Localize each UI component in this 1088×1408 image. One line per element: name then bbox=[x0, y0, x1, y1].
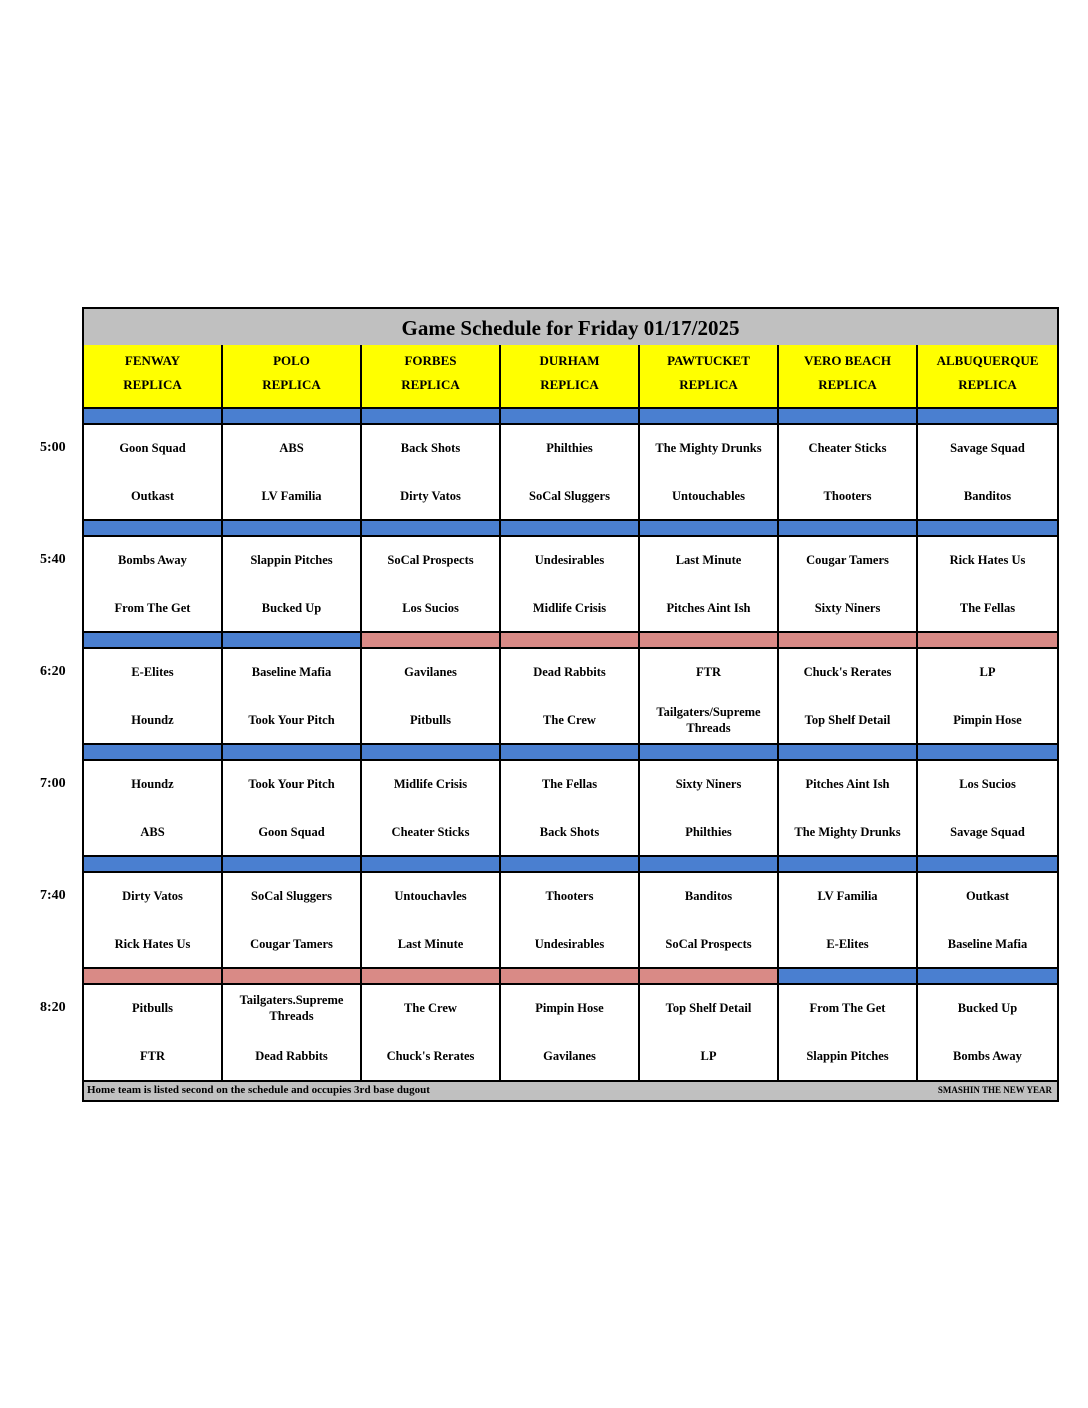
footer-note: Home team is listed second on the schedule and occupies 3rd base dugout bbox=[87, 1084, 430, 1096]
footer-bar bbox=[84, 1080, 1057, 1100]
game-cell bbox=[640, 761, 779, 857]
game-cell bbox=[84, 425, 223, 521]
field-name: FORBES bbox=[404, 353, 457, 368]
away-team: Houndz bbox=[131, 777, 174, 791]
separator-band bbox=[84, 521, 223, 537]
home-team: Philthies bbox=[685, 825, 732, 839]
field-name: VERO BEACH bbox=[803, 353, 892, 368]
separator-band bbox=[918, 969, 1057, 985]
field-header bbox=[501, 345, 640, 409]
field-header bbox=[223, 345, 362, 409]
game-cell bbox=[362, 985, 501, 1081]
away-team: SoCal Sluggers bbox=[251, 889, 332, 903]
game-cell bbox=[501, 873, 640, 969]
home-team: Tailgaters/Supreme Threads bbox=[656, 705, 761, 735]
away-team: ABS bbox=[279, 441, 304, 455]
schedule-title: Game Schedule for Friday 01/17/2025 bbox=[84, 309, 1057, 347]
away-team: Bombs Away bbox=[118, 553, 187, 567]
field-name: POLO bbox=[273, 353, 310, 368]
separator-band bbox=[918, 745, 1057, 761]
away-team: Last Minute bbox=[675, 553, 742, 567]
game-cell bbox=[779, 649, 918, 745]
away-team: Rick Hates Us bbox=[949, 553, 1026, 567]
home-team: Top Shelf Detail bbox=[804, 713, 891, 727]
game-cell bbox=[918, 425, 1057, 521]
away-team: Dead Rabbits bbox=[533, 665, 606, 679]
home-team: Pitbulls bbox=[410, 713, 451, 727]
home-team: LP bbox=[700, 1049, 717, 1063]
away-team: Los Sucios bbox=[959, 777, 1016, 791]
game-cell bbox=[918, 537, 1057, 633]
away-team: Goon Squad bbox=[119, 441, 186, 455]
away-team: FTR bbox=[696, 665, 721, 679]
home-team: LV Familia bbox=[261, 489, 322, 503]
time-slot-label: 6:20 bbox=[40, 664, 66, 679]
game-cell bbox=[362, 873, 501, 969]
home-team: Last Minute bbox=[397, 937, 464, 951]
separator-band bbox=[779, 633, 918, 649]
field-subtitle: REPLICA bbox=[818, 377, 877, 392]
game-cell bbox=[779, 537, 918, 633]
game-cell bbox=[640, 985, 779, 1081]
time-slot-label: 7:00 bbox=[40, 776, 66, 791]
home-team: Outkast bbox=[130, 489, 175, 503]
separator-band bbox=[918, 633, 1057, 649]
home-team: FTR bbox=[140, 1049, 165, 1063]
home-team: Sixty Niners bbox=[814, 601, 881, 615]
separator-band bbox=[918, 521, 1057, 537]
separator-band bbox=[918, 409, 1057, 425]
separator-band bbox=[640, 745, 779, 761]
home-team: Dirty Vatos bbox=[400, 489, 461, 503]
separator-band bbox=[362, 633, 501, 649]
game-cell bbox=[501, 761, 640, 857]
separator-band bbox=[223, 969, 362, 985]
away-team: Philthies bbox=[546, 441, 593, 455]
home-team: The Mighty Drunks bbox=[794, 825, 901, 839]
away-team: Baseline Mafia bbox=[251, 665, 332, 679]
game-cell bbox=[84, 761, 223, 857]
away-team: Cheater Sticks bbox=[808, 441, 887, 455]
game-cell bbox=[362, 649, 501, 745]
game-cell bbox=[223, 985, 362, 1081]
home-team: Rick Hates Us bbox=[114, 937, 191, 951]
game-cell bbox=[918, 985, 1057, 1081]
away-team: Pitbulls bbox=[132, 1001, 173, 1015]
separator-band bbox=[640, 633, 779, 649]
field-header bbox=[779, 345, 918, 409]
separator-band bbox=[84, 633, 223, 649]
game-cell bbox=[501, 985, 640, 1081]
game-cell bbox=[918, 649, 1057, 745]
separator-band bbox=[640, 857, 779, 873]
field-subtitle: REPLICA bbox=[679, 377, 738, 392]
separator-band bbox=[362, 409, 501, 425]
separator-band bbox=[223, 409, 362, 425]
home-team: Cheater Sticks bbox=[391, 825, 470, 839]
home-team: Slappin Pitches bbox=[806, 1049, 889, 1063]
home-team: Chuck's Rerates bbox=[386, 1049, 475, 1063]
game-cell bbox=[223, 761, 362, 857]
separator-band bbox=[362, 857, 501, 873]
game-cell bbox=[918, 873, 1057, 969]
home-team: Undesirables bbox=[534, 937, 605, 951]
home-team: Goon Squad bbox=[258, 825, 325, 839]
game-cell bbox=[501, 537, 640, 633]
away-team: E-Elites bbox=[131, 665, 174, 679]
separator-band bbox=[501, 409, 640, 425]
home-team: Banditos bbox=[963, 489, 1012, 503]
time-slot-label: 5:40 bbox=[40, 552, 66, 567]
separator-band bbox=[84, 409, 223, 425]
time-slot-label: 5:00 bbox=[40, 440, 66, 455]
game-cell bbox=[779, 873, 918, 969]
separator-band bbox=[223, 745, 362, 761]
home-team: Los Sucios bbox=[402, 601, 459, 615]
home-team: Cougar Tamers bbox=[250, 937, 333, 951]
home-team: SoCal Prospects bbox=[665, 937, 752, 951]
separator-band bbox=[640, 409, 779, 425]
home-team: Pitches Aint Ish bbox=[666, 601, 751, 615]
game-cell bbox=[918, 761, 1057, 857]
separator-band bbox=[640, 969, 779, 985]
game-cell bbox=[640, 425, 779, 521]
game-cell bbox=[779, 761, 918, 857]
time-slot-label: 7:40 bbox=[40, 888, 66, 903]
away-team: Slappin Pitches bbox=[250, 553, 333, 567]
home-team: Gavilanes bbox=[543, 1049, 596, 1063]
separator-band bbox=[362, 969, 501, 985]
field-header bbox=[84, 345, 223, 409]
away-team: From The Get bbox=[809, 1001, 886, 1015]
away-team: Thooters bbox=[545, 889, 594, 903]
away-team: Bucked Up bbox=[957, 1001, 1018, 1015]
separator-band bbox=[779, 745, 918, 761]
field-header bbox=[640, 345, 779, 409]
away-team: Took Your Pitch bbox=[248, 777, 335, 791]
away-team: Undesirables bbox=[534, 553, 605, 567]
separator-band bbox=[501, 521, 640, 537]
away-team: Sixty Niners bbox=[675, 777, 742, 791]
home-team: Baseline Mafia bbox=[947, 937, 1028, 951]
separator-band bbox=[84, 857, 223, 873]
separator-band bbox=[779, 969, 918, 985]
away-team: Gavilanes bbox=[404, 665, 457, 679]
home-team: Back Shots bbox=[539, 825, 600, 839]
home-team: The Fellas bbox=[959, 601, 1016, 615]
away-team: LV Familia bbox=[817, 889, 878, 903]
home-team: Savage Squad bbox=[950, 825, 1025, 839]
separator-band bbox=[501, 745, 640, 761]
away-team: Pimpin Hose bbox=[535, 1001, 604, 1015]
game-cell bbox=[640, 649, 779, 745]
home-team: Houndz bbox=[131, 713, 174, 727]
away-team: Untouchavles bbox=[394, 889, 467, 903]
home-team: Midlife Crisis bbox=[532, 601, 607, 615]
home-team: ABS bbox=[140, 825, 165, 839]
separator-band bbox=[84, 969, 223, 985]
away-team: Midlife Crisis bbox=[393, 777, 468, 791]
home-team: Thooters bbox=[823, 489, 872, 503]
separator-band bbox=[362, 521, 501, 537]
separator-band bbox=[640, 521, 779, 537]
game-cell bbox=[501, 425, 640, 521]
field-header bbox=[362, 345, 501, 409]
home-team: Took Your Pitch bbox=[248, 713, 335, 727]
field-name: DURHAM bbox=[539, 353, 600, 368]
home-team: Untouchables bbox=[672, 489, 745, 503]
field-subtitle: REPLICA bbox=[262, 377, 321, 392]
field-subtitle: REPLICA bbox=[123, 377, 182, 392]
separator-band bbox=[223, 521, 362, 537]
field-subtitle: REPLICA bbox=[540, 377, 599, 392]
away-team: Chuck's Rerates bbox=[803, 665, 892, 679]
separator-band bbox=[223, 633, 362, 649]
separator-band bbox=[779, 409, 918, 425]
home-team: Bombs Away bbox=[953, 1049, 1022, 1063]
away-team: The Crew bbox=[404, 1001, 457, 1015]
field-subtitle: REPLICA bbox=[401, 377, 460, 392]
footer-tag: SMASHIN THE NEW YEAR bbox=[937, 1085, 1052, 1095]
game-cell bbox=[501, 649, 640, 745]
schedule-sheet bbox=[82, 307, 1059, 1102]
game-cell bbox=[362, 761, 501, 857]
away-team: Tailgaters.Supreme Threads bbox=[239, 993, 344, 1023]
separator-band bbox=[779, 521, 918, 537]
separator-band bbox=[362, 745, 501, 761]
home-team: Pimpin Hose bbox=[953, 713, 1022, 727]
away-team: SoCal Prospects bbox=[387, 553, 474, 567]
game-cell bbox=[223, 425, 362, 521]
game-cell bbox=[223, 649, 362, 745]
field-name: ALBUQUERQUE bbox=[936, 353, 1039, 368]
game-cell bbox=[84, 873, 223, 969]
home-team: Bucked Up bbox=[261, 601, 322, 615]
separator-band bbox=[501, 969, 640, 985]
game-cell bbox=[362, 425, 501, 521]
time-slot-label: 8:20 bbox=[40, 1000, 66, 1015]
separator-band bbox=[779, 857, 918, 873]
away-team: Outkast bbox=[965, 889, 1010, 903]
home-team: Dead Rabbits bbox=[255, 1049, 328, 1063]
game-cell bbox=[84, 985, 223, 1081]
away-team: Top Shelf Detail bbox=[665, 1001, 752, 1015]
game-cell bbox=[223, 537, 362, 633]
game-cell bbox=[640, 537, 779, 633]
separator-band bbox=[501, 857, 640, 873]
game-cell bbox=[84, 537, 223, 633]
game-cell bbox=[84, 649, 223, 745]
away-team: Pitches Aint Ish bbox=[805, 777, 890, 791]
away-team: LP bbox=[979, 665, 996, 679]
field-subtitle: REPLICA bbox=[958, 377, 1017, 392]
home-team: SoCal Sluggers bbox=[529, 489, 610, 503]
away-team: Dirty Vatos bbox=[122, 889, 183, 903]
away-team: Savage Squad bbox=[950, 441, 1025, 455]
home-team: From The Get bbox=[114, 601, 191, 615]
away-team: The Fellas bbox=[541, 777, 598, 791]
separator-band bbox=[918, 857, 1057, 873]
game-cell bbox=[223, 873, 362, 969]
game-cell bbox=[640, 873, 779, 969]
away-team: Cougar Tamers bbox=[806, 553, 889, 567]
home-team: The Crew bbox=[543, 713, 596, 727]
away-team: Back Shots bbox=[400, 441, 461, 455]
separator-band bbox=[84, 745, 223, 761]
separator-band bbox=[501, 633, 640, 649]
away-team: The Mighty Drunks bbox=[655, 441, 762, 455]
separator-band bbox=[223, 857, 362, 873]
field-name: FENWAY bbox=[124, 353, 181, 368]
field-header bbox=[918, 345, 1057, 409]
home-team: E-Elites bbox=[826, 937, 869, 951]
field-name: PAWTUCKET bbox=[667, 353, 750, 368]
game-cell bbox=[779, 985, 918, 1081]
game-cell bbox=[362, 537, 501, 633]
game-cell bbox=[779, 425, 918, 521]
away-team: Banditos bbox=[684, 889, 733, 903]
